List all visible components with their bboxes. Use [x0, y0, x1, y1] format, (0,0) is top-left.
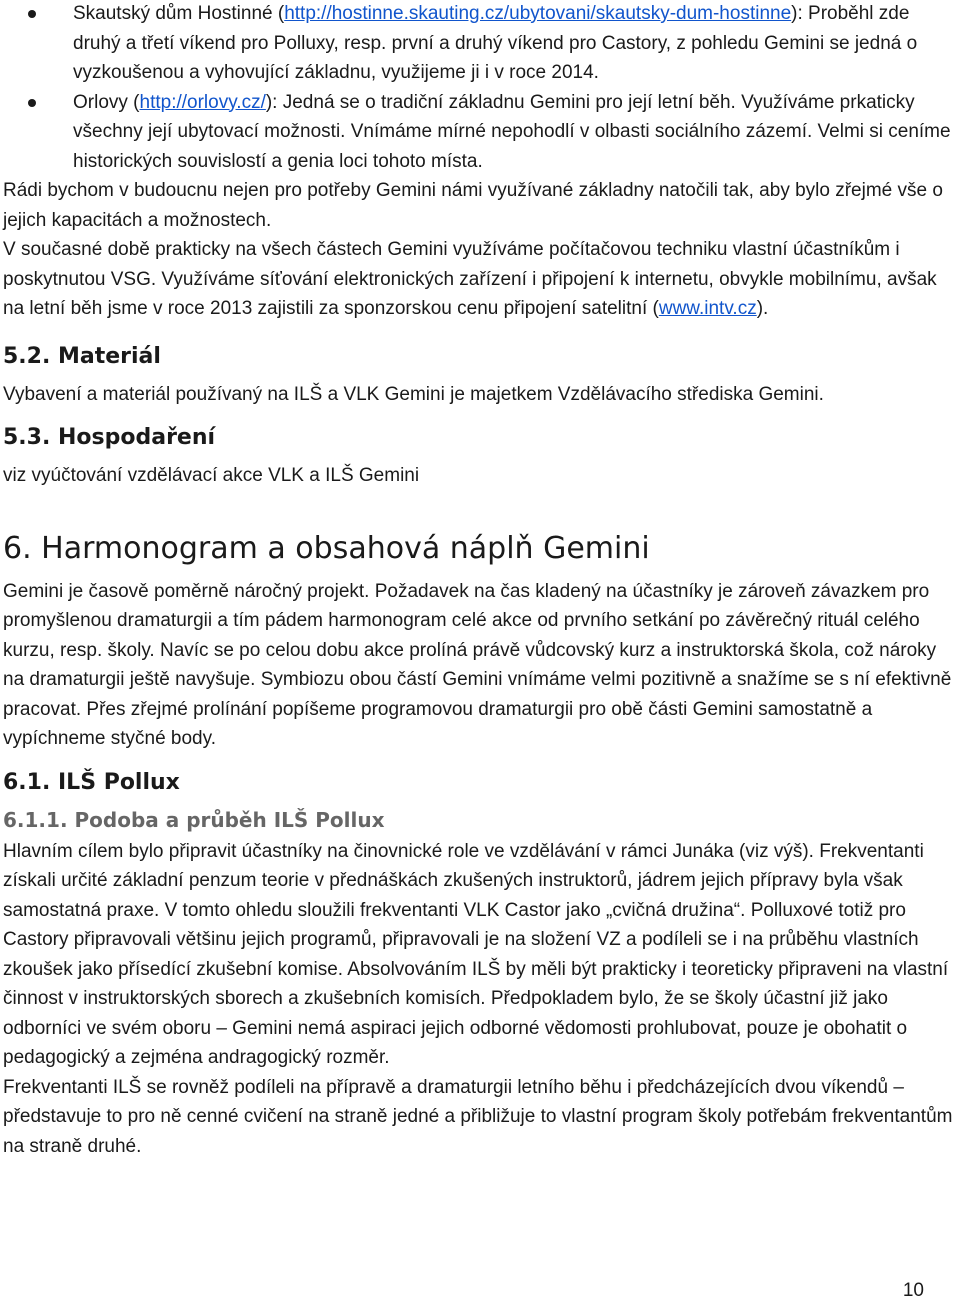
heading-material: 5.2. Materiál — [3, 343, 161, 369]
page-number: 10 — [902, 1280, 924, 1301]
heading-hospodareni: 5.3. Hospodaření — [3, 425, 216, 450]
bullet-icon — [28, 99, 36, 107]
list-item-text: ): Jedná se o tradiční základnu Gemini pro její letní běh. Využíváme prkaticky všechny její ubytovací možnosti. Vnímáme mírné nepohodlí v olbasti sociálního zázemí. Velmi si ceníme historických souvislostí a genia loci tohoto místa. — [73, 91, 951, 172]
heading-harmonogram: 6. Harmonogram a obsahová náplň Gemini — [3, 530, 650, 566]
paragraph-technology — [3, 235, 958, 324]
orlovy-link[interactable]: http://orlovy.cz/ — [139, 91, 266, 113]
paragraph-material: Vybavení a materiál používaný na ILŠ a VLK Gemini je majetkem Vzdělávacího střediska Gemini. — [3, 383, 824, 405]
list-item-text: ): Proběhl zde druhý a třetí víkend pro Polluxy, resp. první a druhý víkend pro Castory, z pohledu Gemini se jedná o vyzkoušenou a vyhovující základnu, využijeme ji i v roce 2014. — [73, 3, 918, 83]
paragraph-technology-end: ). — [756, 298, 769, 319]
accommodation-list — [3, 0, 958, 176]
document-page — [3, 0, 958, 1161]
paragraph-technology-text: V současné době prakticky na všech částech Gemini využíváme počítačovou techniku vlastní účastníkům i poskytnutou VSG. Využíváme síťování elektronických zařízení i připojení k internetu, obvykle mobilnímu, avšak na letní běh jsme v roce 2013 zajistili za sponzorskou cenu připojení satelitní ( — [3, 239, 937, 319]
paragraph-pollux-2: Frekventanti ILŠ se rovněž podíleli na přípravě a dramaturgii letního běhu i předcházejících dvou víkendů – představuje to pro ně cenné cvičení na straně jedné a přibližuje to vlastní program školy potřebám frekventantům na straně druhé. — [3, 1076, 953, 1157]
bullet-icon — [28, 10, 36, 18]
heading-ils-pollux: 6.1. ILŠ Pollux — [3, 769, 180, 795]
hostinne-link[interactable]: http://hostinne.skauting.cz/ubytovani/skautsky-dum-hostinne — [284, 3, 792, 24]
list-item-name: Skautský dům Hostinné ( — [73, 3, 285, 24]
paragraph-hospodareni: viz vyúčtování vzdělávací akce VLK a ILŠ Gemini — [3, 465, 420, 486]
paragraph-basis: Rádi bychom v budoucnu nejen pro potřeby Gemini námi využívané základny natočili tak, aby bylo zřejmé vše o jejich kapacitách a možnostech. — [3, 180, 943, 231]
list-item — [3, 88, 958, 177]
list-item-name: Orlovy ( — [73, 91, 140, 113]
list-item — [3, 0, 958, 88]
paragraph-pollux-1: Hlavním cílem bylo připravit účastníky na činovnické role ve vzdělávání v rámci Junáka (viz výš). Frekventanti získali určité základní penzum teorie v přednáškách zkušených instruktorů, jádrem jejich přípravy byla však samostatná praxe. V tomto ohledu sloužili frekventanti VLK Castor jako „cvičná družina“. Polluxové totiž pro Castory připravovali většinu jejich programů, připravovali je na složení VZ a podíleli se i na průběhu vlastních zkoušek jako přísedící zkušební komise. Absolvováním ILŠ by měli být prakticky i teoreticky připraveni na vlastní činnost v instruktorských sborech a zkušebních komisích. Předpokladem bylo, že se školy účastní již jako odborníci ve svém oboru – Gemini nemá aspiraci jejich odborné vědomosti prohlubovat, pouze je obohatit o pedagogický a zejména andragogický rozměr. — [3, 840, 949, 1068]
heading-podoba-pollux: 6.1.1. Podoba a průběh ILŠ Pollux — [3, 807, 385, 832]
intv-link[interactable]: www.intv.cz — [658, 298, 757, 319]
paragraph-harmonogram: Gemini je časově poměrně náročný projekt. Požadavek na čas kladený na účastníky je zároveň závazkem pro promyšlenou dramaturgii a tím pádem harmonogram celé akce od prvního setkání po závěrečný rituál celého kurzu, resp. školy. Navíc se po celou dobu akce prolíná právě vůdcovský kurz a instruktorská škola, což nároky na dramaturgii ještě navyšuje. Symbiozu obou částí Gemini vnímáme velmi pozitivně a snažíme se s ní efektivně pracovat. Přes zřejmé prolínání popíšeme programovou dramaturgii pro obě části Gemini samostatně a vypíchneme styčné body. — [3, 580, 952, 749]
